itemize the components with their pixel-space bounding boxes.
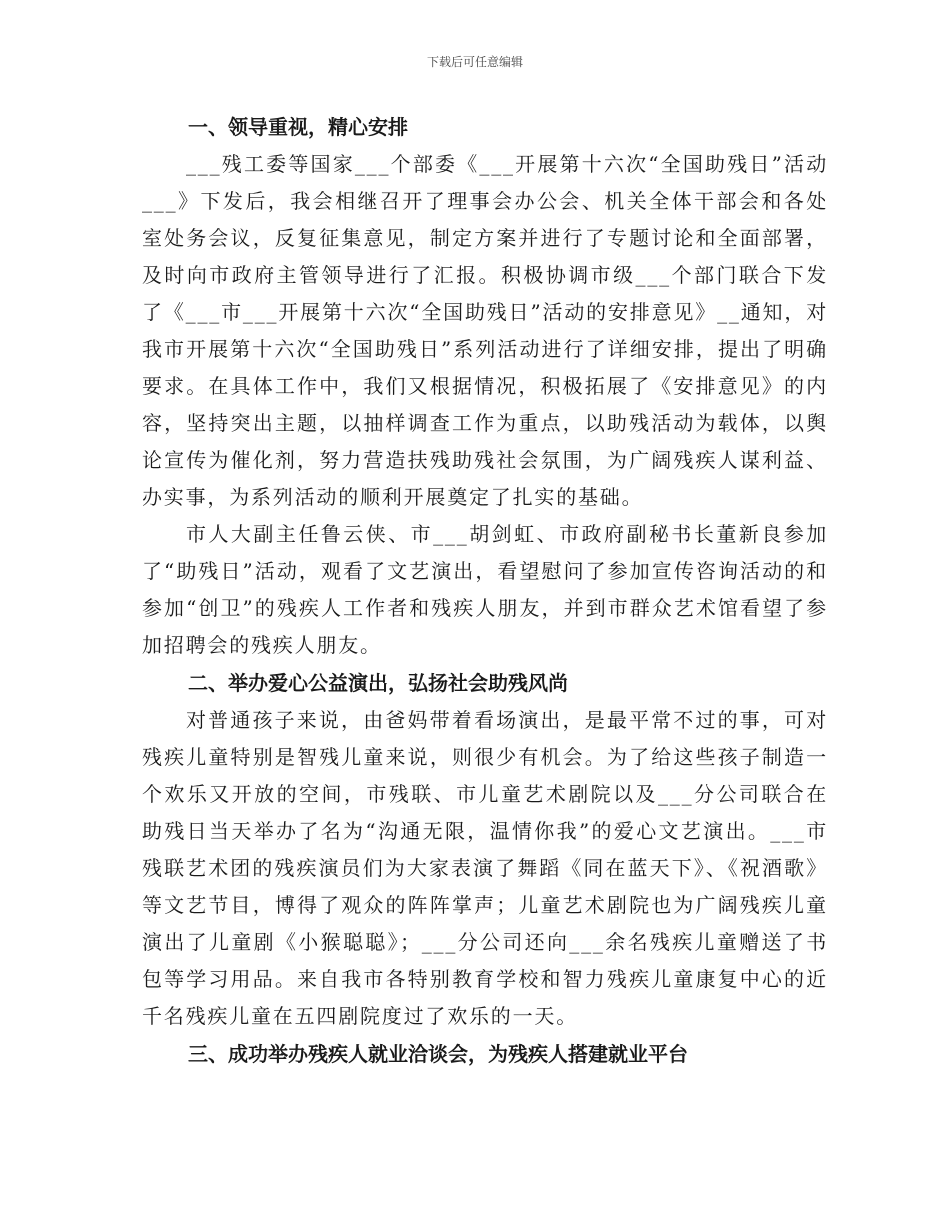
section-heading-3: 三、成功举办残疾人就业洽谈会，为残疾人搭建就业平台 [188,1042,688,1066]
document-body [142,108,828,1073]
section-1-paragraph-2: 市人大副主任鲁云侠、市___胡剑虹、市政府副秘书长董新良参加了“助残日”活动，观看了文艺演出，看望慰问了参加宣传咨询活动的和参加“创卫”的残疾人工作者和残疾人朋友，并到市群众艺术馆看望了参加招聘会的残疾人朋友。 [142,522,828,657]
section-1-paragraph-1: ___残工委等国家___个部委《___开展第十六次“全国助残日”活动___》下发后，我会相继召开了理事会办公会、机关全体干部会和各处室处务会议，反复征集意见，制定方案并进行了专题讨论和全面部署，及时向市政府主管领导进行了汇报。积极协调市级___个部门联合下发了《___市___开展第十六次“全国助残日”活动的安排意见》__通知，对我市开展第十六次“全国助残日”系列活动进行了详细安排，提出了明确要求。在具体工作中，我们又根据情况，积极拓展了《安排意见》的内容，坚持突出主题，以抽样调查工作为重点，以助残活动为载体，以舆论宣传为催化剂，努力营造扶残助残社会氛围，为广阔残疾人谋利益、办实事，为系列活动的顺利开展奠定了扎实的基础。 [142,152,828,509]
page-header-note: 下载后可任意编辑 [426,55,523,69]
section-heading-1: 一、领导重视，精心安排 [188,115,408,139]
section-heading-2: 二、举办爱心公益演出，弘扬社会助残风尚 [188,671,568,695]
section-2-paragraph-1: 对普通孩子来说，由爸妈带着看场演出，是最平常不过的事，可对残疾儿童特别是智残儿童来说，则很少有机会。为了给这些孩子制造一个欢乐又开放的空间，市残联、市儿童艺术剧院以及___分公司联合在助残日当天举办了名为“沟通无限，温情你我”的爱心文艺演出。___市残联艺术团的残疾演员们为大家表演了舞蹈《同在蓝天下》、《祝酒歌》等文艺节目，博得了观众的阵阵掌声；儿童艺术剧院也为广阔残疾儿童演出了儿童剧《小猴聪聪》；___分公司还向___余名残疾儿童赠送了书包等学习用品。来自我市各特别教育学校和智力残疾儿童康复中心的近千名残疾儿童在五四剧院度过了欢乐的一天。 [142,708,828,1028]
